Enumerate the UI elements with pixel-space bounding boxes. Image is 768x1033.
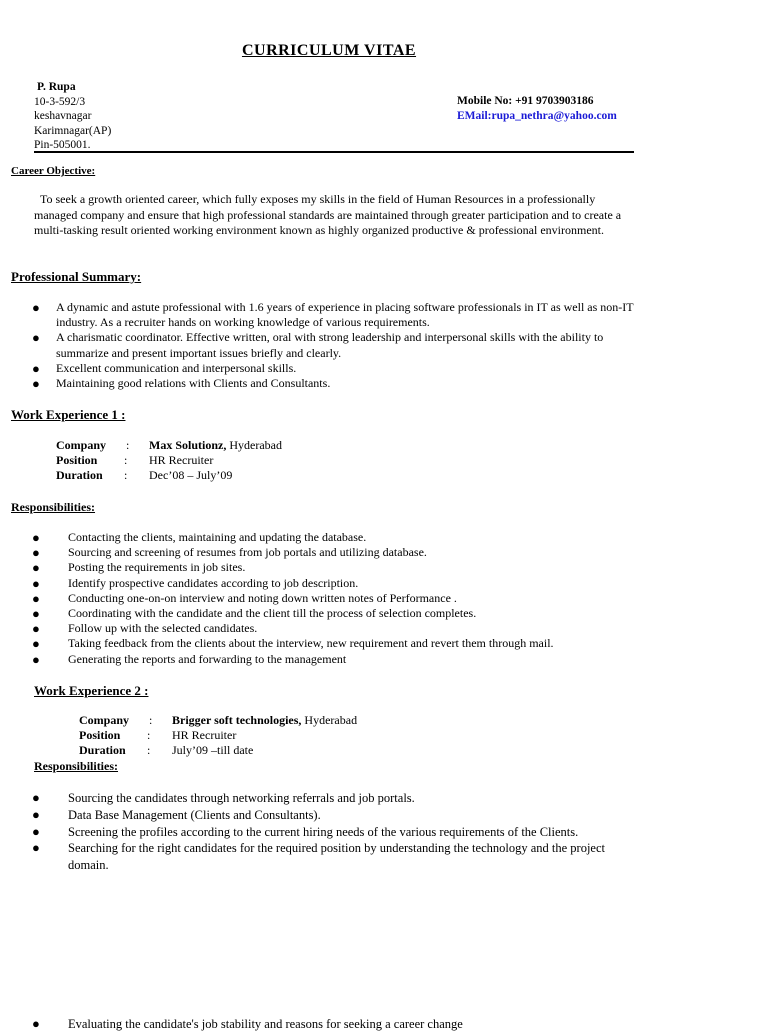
address-block: [34, 80, 111, 153]
bullet-icon: ●: [32, 823, 40, 839]
document-title: CURRICULUM VITAE: [241, 42, 417, 59]
bullet-icon: ●: [32, 636, 40, 652]
list-item: ● Identify prospective candidates according to job description.: [32, 575, 359, 591]
bullet-icon: ●: [32, 300, 40, 315]
duration-value: Dec’08 – July’09: [149, 468, 233, 483]
bullet-icon: ●: [32, 376, 40, 392]
responsibilities-1-heading: Responsibilities:: [11, 500, 96, 514]
duration-label: Duration: [56, 468, 103, 483]
list-item: ● Follow up with the selected candidates.: [32, 621, 258, 637]
duration-value: July’09 –till date: [172, 743, 254, 758]
list-item: ● Maintaining good relations with Clients and Consultants.: [32, 376, 331, 392]
address-line: keshavnagar: [34, 110, 92, 122]
work-experience-1-details: Company : Max Solutionz, Hyderabad Position : HR Recruiter Duration : Dec’08 – July’09: [56, 438, 282, 483]
bullet-icon: ●: [32, 1016, 40, 1031]
work-experience-2-heading: Work Experience 2 :: [34, 683, 149, 698]
list-item: ● Coordinating with the candidate and the client till the process of selection completes.: [32, 606, 477, 622]
career-objective-heading: Career Objective:: [11, 165, 96, 177]
list-item: ● Sourcing the candidates through networking referrals and job portals.: [32, 790, 415, 805]
list-item: ● A charismatic coordinator. Effective written, oral with strong leadership and interpersonal skills with the ability to summarize and present important issues briefly and clearly.: [32, 330, 604, 360]
duration-label: Duration: [79, 743, 126, 758]
bullet-icon: ●: [32, 545, 40, 561]
list-item: ● Generating the reports and forwarding to the management: [32, 651, 347, 667]
mobile-number: Mobile No: +91 9703903186: [457, 95, 594, 107]
career-objective-text: To seek a growth oriented career, which fully exposes my skills in the field of Human Resources in a professionally managed company and ensure that high professional standards are maintained through greater participation and to create a multi-tasking result oriented working environment known as highly organized productive & professional environment.: [34, 192, 622, 237]
company-value: Brigger soft technologies, Hyderabad: [172, 713, 358, 727]
list-item: ● Excellent communication and interpersonal skills.: [32, 360, 297, 376]
bullet-icon: ●: [32, 360, 40, 376]
professional-summary-list: [32, 300, 636, 392]
bullet-icon: ●: [32, 621, 40, 637]
list-item: ● Sourcing and screening of resumes from job portals and utilizing database.: [32, 545, 427, 561]
list-item: ● Taking feedback from the clients about the interview, new requirement and revert them through mail.: [32, 636, 554, 652]
bullet-icon: ●: [32, 590, 40, 606]
bullet-icon: ●: [32, 560, 40, 576]
bullet-icon: ●: [32, 575, 40, 591]
company-value: Max Solutionz, Hyderabad: [149, 438, 282, 452]
position-label: Position: [79, 728, 121, 743]
responsibilities-2-list: [32, 790, 608, 874]
company-label: Company: [79, 713, 130, 727]
bullet-icon: ●: [32, 806, 40, 822]
address-line: Pin-505001.: [34, 139, 91, 151]
list-item: ● Screening the profiles according to the current hiring needs of the various requirements of the Clients.: [32, 823, 579, 839]
candidate-name: P. Rupa: [37, 81, 76, 93]
position-label: Position: [56, 453, 98, 468]
bullet-icon: ●: [32, 840, 40, 856]
email-address: EMail:rupa_nethra@yahoo.com: [457, 110, 617, 122]
list-item: ● Contacting the clients, maintaining and updating the database.: [32, 530, 367, 545]
professional-summary-heading: Professional Summary:: [11, 269, 142, 284]
list-item: ● A dynamic and astute professional with 1.6 years of experience in placing software professionals in IT as well as non-IT industry. As a recruiter hands on working knowledge of various requirements.: [32, 300, 634, 330]
header-divider: [34, 151, 634, 153]
bullet-icon: ●: [32, 651, 40, 667]
list-item: ● Evaluating the candidate's job stability and reasons for seeking a career change: [32, 1016, 463, 1031]
bullet-icon: ●: [32, 790, 40, 805]
position-value: HR Recruiter: [172, 728, 237, 743]
responsibilities-2-cut-list: [32, 1016, 668, 1033]
company-label: Company: [56, 438, 107, 452]
list-item: ● Posting the requirements in job sites.: [32, 560, 246, 576]
list-item: ● Conducting one-on-on interview and noting down written notes of Performance .: [32, 590, 457, 606]
bullet-icon: ●: [32, 330, 40, 346]
address-line: 10-3-592/3: [34, 95, 86, 108]
position-value: HR Recruiter: [149, 453, 214, 468]
bullet-icon: ●: [32, 530, 40, 545]
address-line: Karimnagar(AP): [34, 124, 112, 137]
responsibilities-2-heading: Responsibilities:: [34, 759, 119, 773]
bullet-icon: ●: [32, 606, 40, 622]
list-item: ● Searching for the right candidates for the required position by understanding the technology and the project domain.: [32, 840, 605, 873]
responsibilities-1-list: [32, 530, 668, 667]
contact-block: [457, 94, 617, 124]
work-experience-2-details: Company : Brigger soft technologies, Hyderabad Position : HR Recruiter Duration : July’09 –till date: [79, 713, 358, 758]
work-experience-1-heading: Work Experience 1 :: [11, 407, 126, 422]
list-item: ● Data Base Management (Clients and Consultants).: [32, 806, 321, 822]
